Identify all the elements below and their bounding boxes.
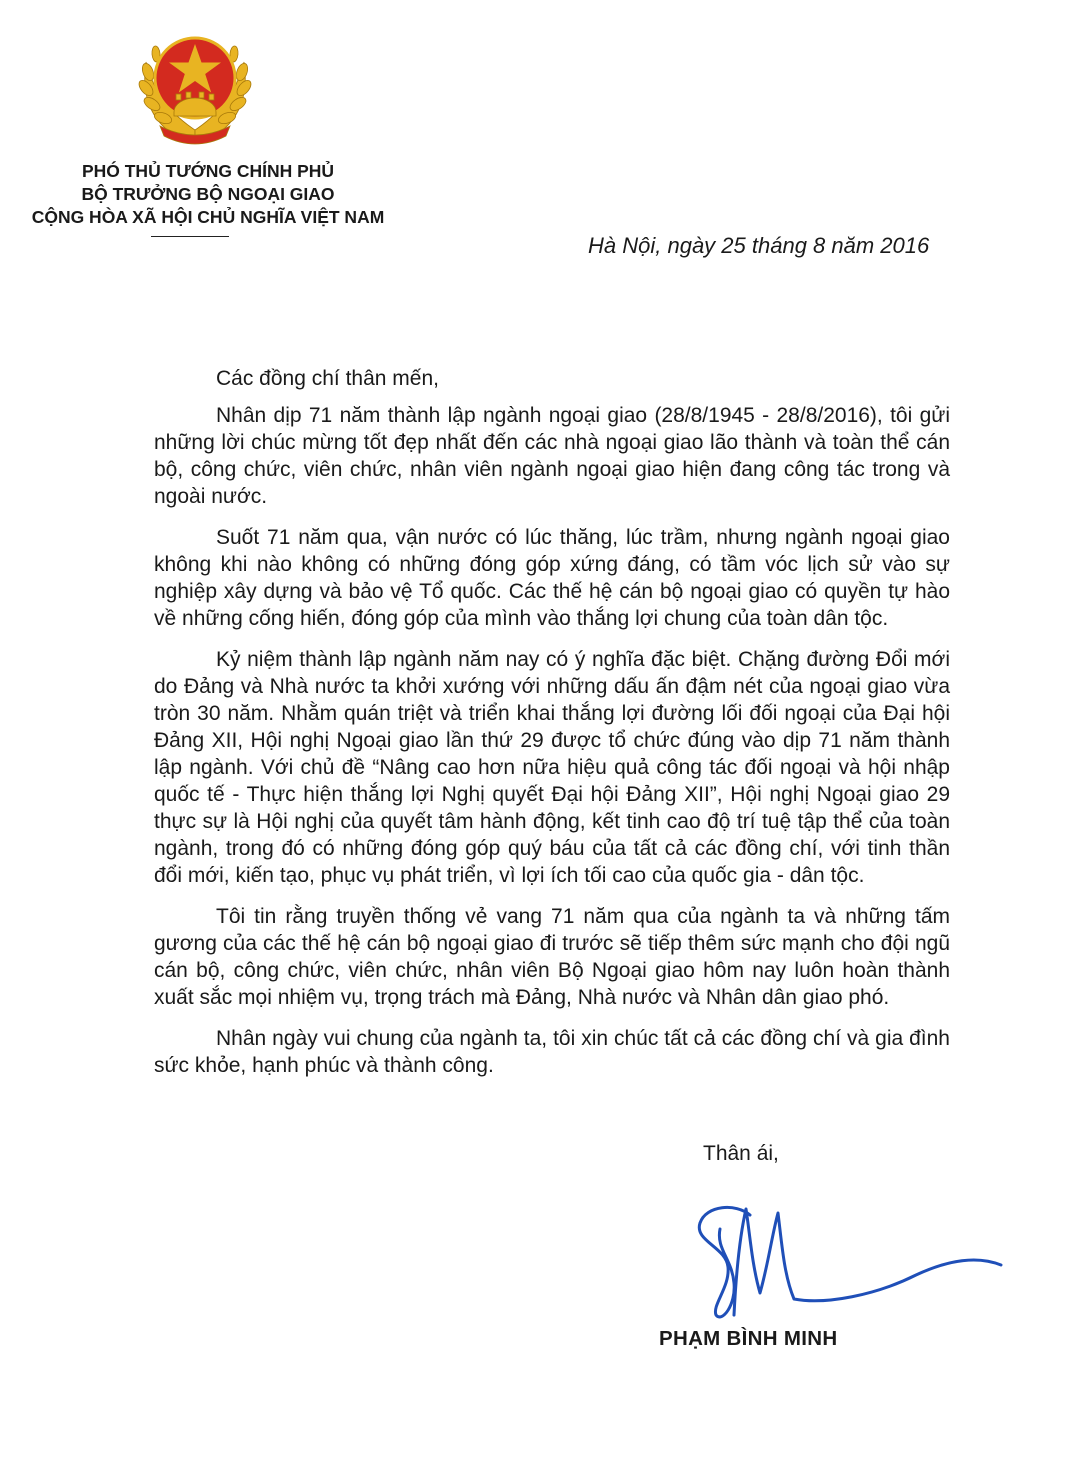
paragraph-2: Suốt 71 năm qua, vận nước có lúc thăng, lúc trầm, nhưng ngành ngoại giao không khi nào không có những đóng góp xứng đáng, có tầm vóc lịch sử vào sự nghiệp xây dựng và bảo vệ Tổ quốc. Các thế hệ cán bộ ngoại giao có quyền tự hào về những cống hiến, đóng góp của mình vào thắng lợi chung của toàn dân tộc. bbox=[154, 526, 950, 630]
signer-name: PHẠM BÌNH MINH bbox=[659, 1327, 838, 1350]
issuer-title-line-1: PHÓ THỦ TƯỚNG CHÍNH PHỦ bbox=[81, 161, 335, 181]
header-divider bbox=[151, 236, 229, 237]
issuer-title-line-2: BỘ TRƯỞNG BỘ NGOẠI GIAO bbox=[81, 184, 335, 204]
closing: Thân ái, bbox=[703, 1142, 779, 1165]
national-emblem-icon bbox=[136, 22, 254, 148]
issuer-country-line: CỘNG HÒA XÃ HỘI CHỦ NGHĨA VIỆT NAM bbox=[31, 207, 385, 227]
salutation: Các đồng chí thân mến, bbox=[216, 367, 439, 390]
issuer-header bbox=[28, 160, 388, 229]
handwritten-signature-icon bbox=[676, 1195, 1006, 1325]
paragraph-5: Nhân ngày vui chung của ngành ta, tôi xin chúc tất cả các đồng chí và gia đình sức khỏe, hạnh phúc và thành công. bbox=[154, 1027, 950, 1077]
letter-body bbox=[154, 365, 950, 1093]
letter-date: Hà Nội, ngày 25 tháng 8 năm 2016 bbox=[588, 233, 930, 258]
paragraph-1: Nhân dịp 71 năm thành lập ngành ngoại giao (28/8/1945 - 28/8/2016), tôi gửi những lời chúc mừng tốt đẹp nhất đến các nhà ngoại giao lão thành và toàn thể cán bộ, công chức, viên chức, nhân viên ngành ngoại giao hiện đang công tác trong và ngoài nước. bbox=[154, 404, 950, 508]
paragraph-4: Tôi tin rằng truyền thống vẻ vang 71 năm qua của ngành ta và những tấm gương của các thế hệ cán bộ ngoại giao đi trước sẽ tiếp thêm sức mạnh cho đội ngũ cán bộ, công chức, viên chức, nhân viên Bộ Ngoại giao hôm nay luôn hoàn thành xuất sắc mọi nhiệm vụ, trọng trách mà Đảng, Nhà nước và Nhân dân giao phó. bbox=[154, 905, 950, 1009]
paragraph-3: Kỷ niệm thành lập ngành năm nay có ý nghĩa đặc biệt. Chặng đường Đổi mới do Đảng và Nhà nước ta khởi xướng với những dấu ấn đậm nét của ngoại giao vừa tròn 30 năm. Nhằm quán triệt và triển khai thắng lợi đường lối đối ngoại của Đại hội Đảng XII, Hội nghị Ngoại giao lần thứ 29 được tổ chức đúng vào dịp 71 năm thành lập ngành. Với chủ đề “Nâng cao hơn nữa hiệu quả công tác đối ngoại và hội nhập quốc tế - Thực hiện thắng lợi Nghị quyết Đại hội Đảng XII”, Hội nghị Ngoại giao 29 thực sự là Hội nghị của quyết tâm hành động, kết tinh cao độ trí tuệ tập thể của toàn ngành, trong đó có những đóng góp quý báu của tất cả các đồng chí, với tinh thần đổi mới, kiến tạo, phục vụ phát triển, vì lợi ích tối cao của quốc gia - dân tộc. bbox=[154, 648, 950, 887]
